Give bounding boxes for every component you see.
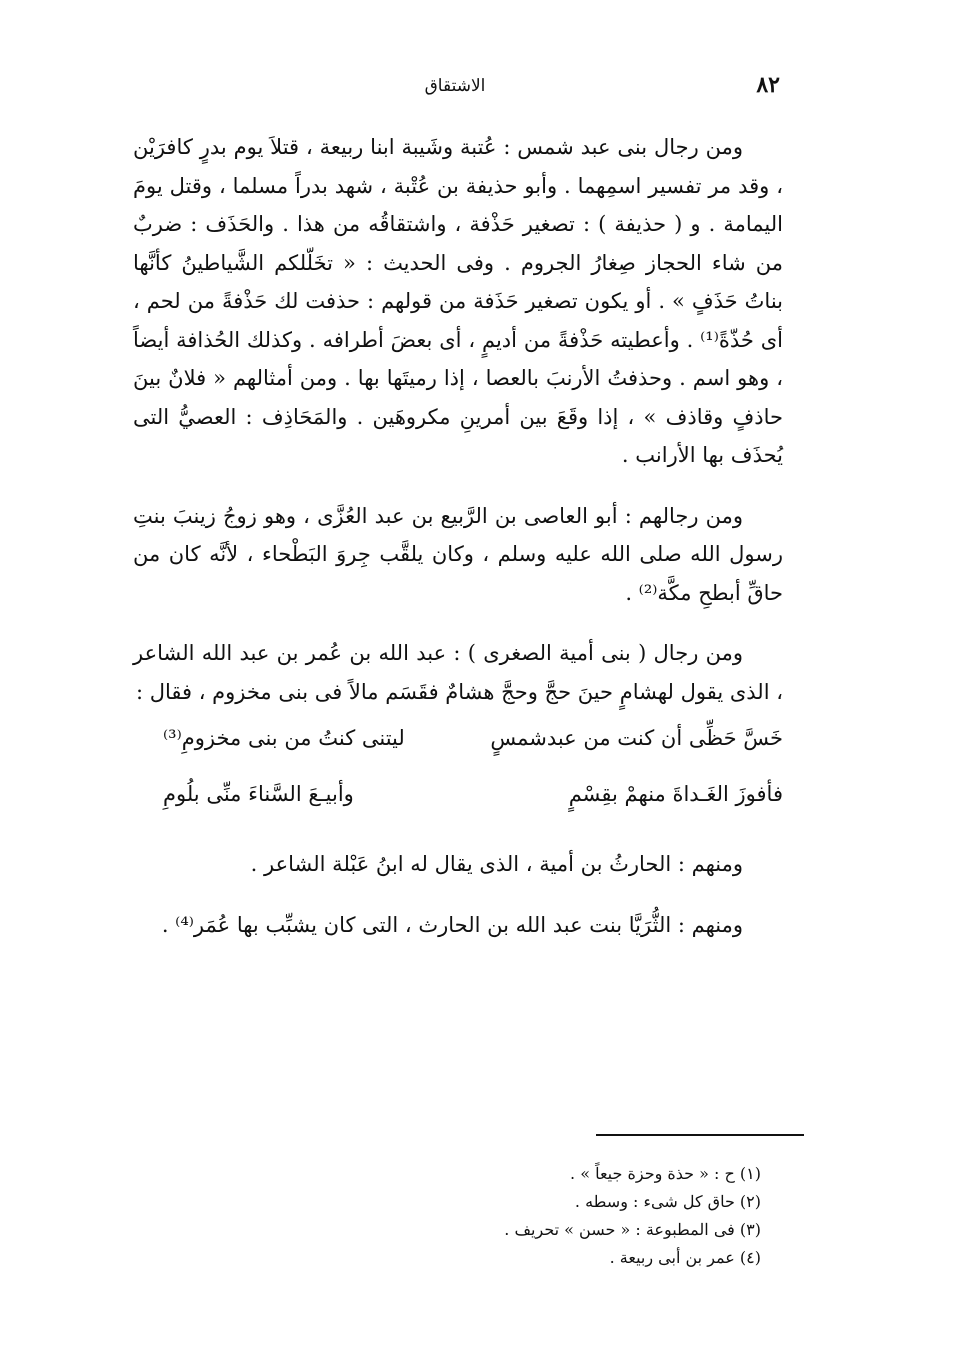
verse-hemistich-second: وأبيـعَ السَّناءَ منِّى بلُومِ xyxy=(163,782,354,806)
paragraph-utba-shayba: ومن رجال بنى عبد شمس : عُتبة وشَيبة ابنا ربيعة ، قتلاَ يوم بدرٍ كافرَيْن ، وقد مر تفسير اسمِهما . وأبو حذيفة بن عُتْبة ، شهد بدراً مسلما ، وقتل يومَ اليمامة . و ( حذيفة ) : تصغير حَذْفة ، واشتقاقُه من هذا . والحَذَف : ضربٌ من شاء الحجاز صِغارُ الجروم . وفى الحديث : « تخَلّلكم الشَّياطينُ كأنَّها بناتُ حَذَفٍ » . أو يكون تصغير حَذَفة من قولهم : حذفت لك حَذْفةً من لحم ، أى حُذّةً⁽¹⁾ . وأعطيته حَذْفةً من أديمٍ ، أى بعضَ أطرافه . وكذلك الحُذافة أيضاً ، وهو اسم . وحذفتُ الأرنبَ بالعصا ، إذا رميتَها بها . ومن أمثالهم « فلانٌ بينَ حاذفٍ وقاذف » ، إذا وقَعَ بين أمرينِ مكروهَين . والمَحَاذِف : العصيُّ التى يُحذَف بها الأرانب . xyxy=(133,135,783,467)
verse-line xyxy=(133,767,783,823)
footnote-3: (٣) فى المطبوعة : « حسن » تحريف . xyxy=(504,1220,761,1239)
verse-line xyxy=(133,711,783,767)
paragraph-bani-umayya: ومن رجال ( بنى أمية الصغرى ) : عبد الله بن عُمر بن عبد الله الشاعر ، الذى يقول لهشامٍ حينَ حجَّ وحجَّ هشامٌ فقَسَم مالاً فى بنى مخزوم ، فقال : xyxy=(133,641,783,704)
footnote-4: (٤) عمر بن أبى ربيعة . xyxy=(609,1248,761,1267)
footnote-1: (١) ح : « حذة وحزة جيعاً » . xyxy=(570,1164,761,1183)
running-title: الاشتقاق xyxy=(424,76,486,96)
page-header xyxy=(130,72,780,104)
footnote-2: (٢) حاق كل شىء : وسطه . xyxy=(574,1192,761,1211)
verse-hemistich-first: فأفوزَ الغَـداةَ منهمْ بقِسْمٍ xyxy=(568,782,783,806)
verse-hemistich-second: ليتنى كنتُ من بنى مخزومِ⁽³⁾ xyxy=(163,726,405,750)
page-number: ٨٢ xyxy=(756,72,780,98)
paragraph-harith: ومنهم : الحارثُ بن أمية ، الذى يقال له ابنُ عَبْلة الشاعر . xyxy=(250,852,743,876)
paragraph-thurayya: ومنهم : الثُّرَيَّا بنت عبد الله بن الحارث ، التى كان يشبِّب بها عُمَر⁽⁴⁾ . xyxy=(161,912,743,937)
verse-hemistich-first: خَسَّ حَظِّى أن كنت من عبدشمسٍ xyxy=(490,726,783,750)
footnotes xyxy=(361,1160,761,1272)
paragraph-abu-al-as: ومن رجالهم : أبو العاصى بن الرَّبيع بن عبد العُزَّى ، وهو زوجُ زينبَ بنتِ رسول الله صلى الله عليه وسلم ، وكان يلقَّب جِروَ البَطْحاء ، لأنَّه كان من حاقِّ أبطحِ مكَّة⁽²⁾ . xyxy=(133,503,783,605)
footnote-separator xyxy=(596,1134,804,1136)
body-text xyxy=(133,128,783,944)
